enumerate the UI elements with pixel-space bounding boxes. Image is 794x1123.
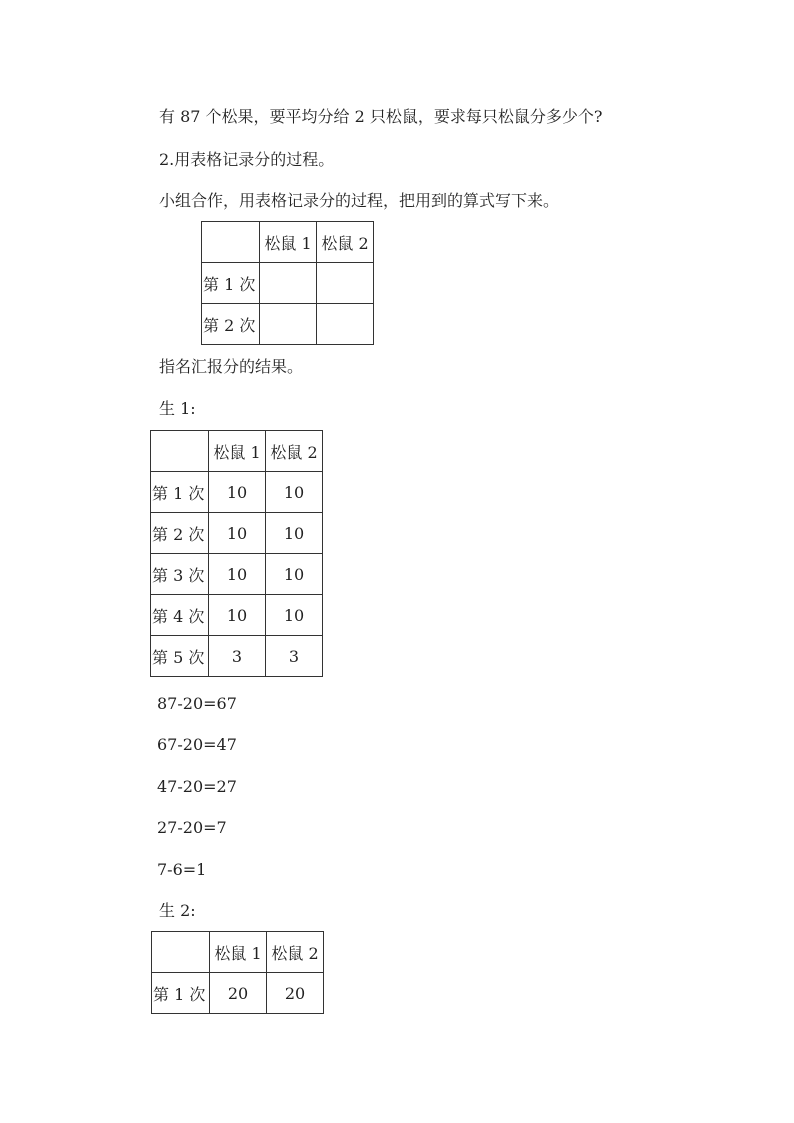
table-cell: 3 bbox=[266, 636, 323, 677]
table-row-label: 第 4 次 bbox=[151, 595, 209, 636]
equation-line: 87-20=67 bbox=[157, 694, 237, 713]
table-row bbox=[152, 932, 324, 973]
table-cell bbox=[202, 222, 260, 263]
step2-heading: 2.用表格记录分的过程。 bbox=[159, 150, 335, 169]
table-row bbox=[151, 431, 323, 472]
table-cell bbox=[317, 304, 374, 345]
table-cell: 10 bbox=[209, 513, 266, 554]
table-cell bbox=[152, 932, 210, 973]
table-cell bbox=[151, 431, 209, 472]
table-header-cell: 松鼠 1 bbox=[260, 222, 317, 263]
instruction-text: 小组合作，用表格记录分的过程，把用到的算式写下来。 bbox=[159, 191, 560, 210]
table-cell: 20 bbox=[210, 973, 267, 1014]
table-cell: 10 bbox=[266, 513, 323, 554]
table-cell: 10 bbox=[209, 595, 266, 636]
table-header-cell: 松鼠 2 bbox=[317, 222, 374, 263]
table-row bbox=[151, 595, 323, 636]
report-text: 指名汇报分的结果。 bbox=[159, 357, 304, 376]
table-row-label: 第 1 次 bbox=[152, 973, 210, 1014]
table-row bbox=[151, 554, 323, 595]
table-cell: 3 bbox=[209, 636, 266, 677]
table-cell bbox=[260, 263, 317, 304]
table-cell: 10 bbox=[266, 595, 323, 636]
table-row bbox=[151, 636, 323, 677]
table-cell: 10 bbox=[266, 554, 323, 595]
equation-line: 47-20=27 bbox=[157, 777, 237, 796]
equation-line: 7-6=1 bbox=[157, 860, 207, 879]
table-header-cell: 松鼠 1 bbox=[210, 932, 267, 973]
record-table-empty bbox=[201, 221, 374, 345]
table-header-cell: 松鼠 2 bbox=[266, 431, 323, 472]
table-row bbox=[152, 973, 324, 1014]
student1-table bbox=[150, 430, 323, 677]
table-cell: 10 bbox=[209, 554, 266, 595]
table-row-label: 第 1 次 bbox=[151, 472, 209, 513]
table-row bbox=[151, 472, 323, 513]
table-row-label: 第 1 次 bbox=[202, 263, 260, 304]
equation-line: 67-20=47 bbox=[157, 735, 237, 754]
table-cell: 10 bbox=[266, 472, 323, 513]
table-row-label: 第 2 次 bbox=[151, 513, 209, 554]
problem-text: 有 87 个松果，要平均分给 2 只松鼠，要求每只松鼠分多少个? bbox=[159, 107, 603, 126]
table-header-cell: 松鼠 1 bbox=[209, 431, 266, 472]
table-row bbox=[202, 263, 374, 304]
student2-table bbox=[151, 931, 324, 1014]
table-cell: 20 bbox=[267, 973, 324, 1014]
student2-label: 生 2: bbox=[159, 901, 196, 920]
student1-label: 生 1: bbox=[159, 399, 196, 418]
table-cell bbox=[260, 304, 317, 345]
table-header-cell: 松鼠 2 bbox=[267, 932, 324, 973]
table-row bbox=[202, 304, 374, 345]
table-cell bbox=[317, 263, 374, 304]
equation-line: 27-20=7 bbox=[157, 818, 227, 837]
table-cell: 10 bbox=[209, 472, 266, 513]
table-row-label: 第 2 次 bbox=[202, 304, 260, 345]
table-row bbox=[202, 222, 374, 263]
table-row-label: 第 3 次 bbox=[151, 554, 209, 595]
table-row-label: 第 5 次 bbox=[151, 636, 209, 677]
table-row bbox=[151, 513, 323, 554]
